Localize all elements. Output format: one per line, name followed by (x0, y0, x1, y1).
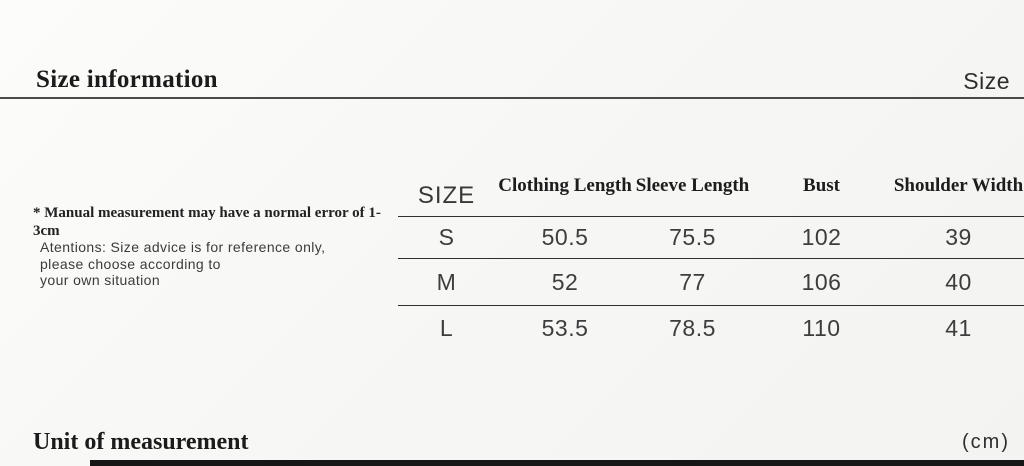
cell-clothing-length: 52 (551, 268, 579, 295)
cell-size-label: L (439, 315, 454, 341)
size-table-header-row (398, 150, 1024, 217)
cell-bust: 102 (801, 224, 842, 250)
cell-bust: 106 (801, 268, 842, 295)
table-row-size-s (398, 217, 1024, 259)
title-divider (0, 97, 1024, 99)
cell-size-label: S (438, 224, 455, 250)
cell-shoulder-width: 39 (945, 224, 972, 250)
page-title: Size information (36, 66, 218, 93)
attention-note-line3: your own situation (40, 272, 161, 288)
cell-bust: 110 (802, 315, 841, 341)
size-table (398, 150, 1024, 351)
header-cell-clothing-length: Clothing Length (498, 175, 632, 196)
cell-shoulder-width: 40 (945, 268, 972, 295)
header-cell-bust: Bust (803, 175, 840, 196)
attention-note-line2: please choose according to (40, 255, 221, 272)
cell-shoulder-width: 41 (945, 315, 972, 341)
cell-sleeve-length: 75.5 (669, 224, 716, 250)
table-row-size-l (398, 306, 1024, 351)
cell-clothing-length: 53.5 (541, 315, 589, 341)
header-cell-shoulder-width: Shoulder Width (893, 175, 1024, 196)
size-corner-label: Size (963, 68, 1010, 94)
cell-size-label: M (436, 268, 457, 295)
measurement-error-note: * Manual measurement may have a normal error of 1-3cm (33, 205, 381, 239)
header-cell-sleeve-length: Sleeve Length (635, 175, 750, 196)
unit-of-measurement-title: Unit of measurement (33, 429, 249, 455)
header-cell-size: SIZE (417, 182, 476, 209)
cell-clothing-length: 50.5 (541, 224, 589, 250)
cell-sleeve-length: 77 (679, 268, 706, 295)
cell-sleeve-length: 78.5 (669, 315, 716, 341)
unit-cm-label: (cm) (962, 431, 1010, 453)
bottom-bar (90, 460, 1024, 466)
attention-note-line1: Atentions: Size advice is for reference only, (40, 239, 326, 255)
attention-note (40, 239, 380, 289)
table-row-size-m (398, 259, 1024, 306)
